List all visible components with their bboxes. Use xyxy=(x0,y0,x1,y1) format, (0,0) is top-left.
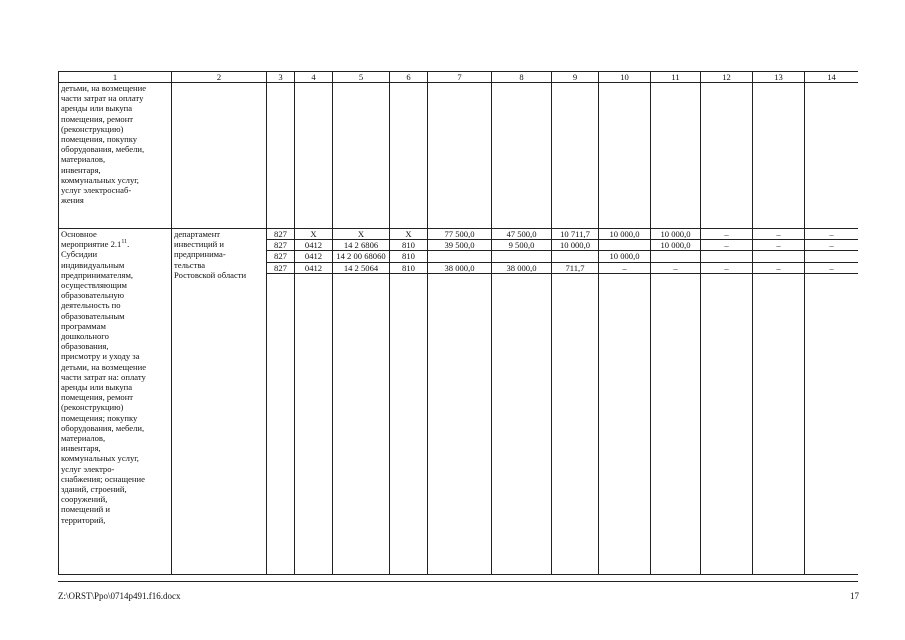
cell-c5: 14 2 6806 xyxy=(333,240,390,251)
empty-cell xyxy=(651,83,701,229)
empty-cell xyxy=(390,83,428,229)
cell-c12 xyxy=(701,251,753,262)
empty-cell xyxy=(552,83,599,229)
text-line: части затрат на оплату xyxy=(61,93,144,104)
cell-c11: 10 000,0 xyxy=(651,240,701,251)
cell-c9: 10 000,0 xyxy=(552,240,599,251)
file-path-footer: Z:\ORST\Ppo\0714p491.f16.docx xyxy=(58,591,181,601)
measure-title-text: мероприятие 2.1 xyxy=(61,239,122,250)
text-line: жения xyxy=(61,195,84,206)
funding-row xyxy=(59,229,859,240)
text-line: снабжения; оснащение xyxy=(61,473,145,484)
text-line: помещения; покупку xyxy=(61,412,138,423)
cell-c11 xyxy=(651,251,701,262)
cell-c14: – xyxy=(805,240,859,251)
measure-title xyxy=(61,239,169,249)
text-line: зданий, строений, xyxy=(61,484,127,495)
continuation-description xyxy=(59,83,172,229)
empty-cell xyxy=(701,273,753,574)
text-line: коммунальных услуг, xyxy=(61,453,139,464)
cell-c8: 47 500,0 xyxy=(492,229,552,240)
footnote-ref: 11 xyxy=(121,239,128,246)
text-line: сооружений, xyxy=(61,494,108,505)
cell-c7: 39 500,0 xyxy=(428,240,492,251)
text-line: территорий, xyxy=(61,514,106,525)
text-line: деятельность по xyxy=(61,300,121,311)
text-line: индивидуальным xyxy=(61,259,125,270)
cell-c8: 9 500,0 xyxy=(492,240,552,251)
cell-c10 xyxy=(599,240,651,251)
empty-cell xyxy=(267,273,295,574)
column-number: 14 xyxy=(805,72,859,83)
cell-c10: 10 000,0 xyxy=(599,251,651,262)
text-line: (реконструкцию) xyxy=(61,402,124,413)
text-line: помещения, покупку xyxy=(61,134,138,145)
text-line: образования, xyxy=(61,341,109,352)
cell-c5: Х xyxy=(333,229,390,240)
text-line: материалов, xyxy=(61,433,106,444)
cell-c9 xyxy=(552,251,599,262)
text-line: Субсидии xyxy=(61,249,98,260)
empty-cell xyxy=(599,273,651,574)
empty-cell xyxy=(295,83,333,229)
empty-cell xyxy=(390,273,428,574)
cell-c6: 810 xyxy=(390,262,428,273)
text-line: присмотру и уходу за xyxy=(61,351,140,362)
cell-c12: – xyxy=(701,240,753,251)
cell-c3: 827 xyxy=(267,251,295,262)
text-line: предпринимателям, xyxy=(61,269,134,280)
column-number: 8 xyxy=(492,72,552,83)
cell-c7: 38 000,0 xyxy=(428,262,492,273)
text-line: образовательную xyxy=(61,290,125,301)
empty-cell xyxy=(753,83,805,229)
cell-c13: – xyxy=(753,240,805,251)
empty-cell xyxy=(805,273,859,574)
empty-cell xyxy=(333,273,390,574)
text-line: материалов, xyxy=(61,154,106,165)
text-line: части затрат на: оплату xyxy=(61,371,146,382)
empty-cell xyxy=(492,83,552,229)
cell-c8: 38 000,0 xyxy=(492,262,552,273)
cell-c10: 10 000,0 xyxy=(599,229,651,240)
cell-c11: 10 000,0 xyxy=(651,229,701,240)
text-line: оборудования, мебели, xyxy=(61,144,145,155)
cell-c6: 810 xyxy=(390,240,428,251)
empty-cell xyxy=(651,273,701,574)
text-line: департамент xyxy=(174,229,221,239)
text-line: предпринима- xyxy=(174,249,226,260)
empty-cell xyxy=(172,83,267,229)
text-line: детьми, на возмещение xyxy=(61,83,147,93)
cell-c6: Х xyxy=(390,229,428,240)
column-number: 6 xyxy=(390,72,428,83)
cell-c3: 827 xyxy=(267,262,295,273)
text-line: оборудования, мебели, xyxy=(61,422,145,433)
empty-cell xyxy=(333,83,390,229)
column-number: 11 xyxy=(651,72,701,83)
text-line: образовательным xyxy=(61,310,125,321)
cell-c4: 0412 xyxy=(295,240,333,251)
budget-table-page xyxy=(58,71,858,582)
text-line: дошкольного xyxy=(61,331,109,342)
cell-c13: – xyxy=(753,262,805,273)
empty-cell xyxy=(552,273,599,574)
column-number: 1 xyxy=(59,72,172,83)
executor xyxy=(172,229,267,575)
text-line: (реконструкцию) xyxy=(61,123,124,134)
column-number-row xyxy=(59,72,859,83)
empty-cell xyxy=(428,273,492,574)
text-line: инвестиций и xyxy=(174,239,224,250)
cell-c3: 827 xyxy=(267,240,295,251)
text-line: коммунальных услуг, xyxy=(61,174,139,185)
empty-cell xyxy=(295,273,333,574)
continuation-row xyxy=(59,83,859,229)
column-number: 5 xyxy=(333,72,390,83)
column-number: 2 xyxy=(172,72,267,83)
cell-c8 xyxy=(492,251,552,262)
cell-c14 xyxy=(805,251,859,262)
cell-c4: 0412 xyxy=(295,262,333,273)
cell-c12: – xyxy=(701,229,753,240)
cell-c12: – xyxy=(701,262,753,273)
column-number: 12 xyxy=(701,72,753,83)
empty-cell xyxy=(267,83,295,229)
cell-c9: 711,7 xyxy=(552,262,599,273)
text-line: тельства xyxy=(174,259,206,270)
empty-cell xyxy=(753,273,805,574)
text-line: помещения, ремонт xyxy=(61,113,134,124)
cell-c7 xyxy=(428,251,492,262)
column-number: 3 xyxy=(267,72,295,83)
text-line: помещения, ремонт xyxy=(61,392,134,403)
page-number: 17 xyxy=(850,591,859,601)
cell-c6: 810 xyxy=(390,251,428,262)
text-line: аренды или выкупа xyxy=(61,103,133,114)
column-number: 10 xyxy=(599,72,651,83)
empty-cell xyxy=(428,83,492,229)
cell-c3: 827 xyxy=(267,229,295,240)
text-line: помещений и xyxy=(61,504,110,515)
text-line: услуг электроснаб- xyxy=(61,185,132,196)
column-number: 9 xyxy=(552,72,599,83)
budget-table xyxy=(58,71,858,575)
text-line: услуг электро- xyxy=(61,463,115,474)
cell-c4: 0412 xyxy=(295,251,333,262)
cell-c13: – xyxy=(753,229,805,240)
cell-c11: – xyxy=(651,262,701,273)
cell-c5: 14 2 5064 xyxy=(333,262,390,273)
cell-c13 xyxy=(753,251,805,262)
empty-cell xyxy=(492,273,552,574)
measure-title-suffix: . xyxy=(127,239,130,250)
text-line: программам xyxy=(61,320,106,331)
column-number: 13 xyxy=(753,72,805,83)
cell-c14: – xyxy=(805,262,859,273)
measure-description xyxy=(59,229,172,575)
cell-c10: – xyxy=(599,262,651,273)
text-line: осуществляющим xyxy=(61,280,127,291)
cell-c5: 14 2 00 68060 xyxy=(333,251,390,262)
cell-c7: 77 500,0 xyxy=(428,229,492,240)
empty-cell xyxy=(701,83,753,229)
text-line: инвентаря, xyxy=(61,164,101,175)
measure-title: Основное xyxy=(61,229,97,239)
empty-cell xyxy=(599,83,651,229)
cell-c9: 10 711,7 xyxy=(552,229,599,240)
text-line: Ростовской области xyxy=(174,269,247,280)
cell-c14: – xyxy=(805,229,859,240)
column-number: 4 xyxy=(295,72,333,83)
cell-c4: Х xyxy=(295,229,333,240)
text-line: инвентаря, xyxy=(61,443,101,454)
column-number: 7 xyxy=(428,72,492,83)
text-line: детьми, на возмещение xyxy=(61,361,147,372)
empty-cell xyxy=(805,83,859,229)
text-line: аренды или выкупа xyxy=(61,382,133,393)
